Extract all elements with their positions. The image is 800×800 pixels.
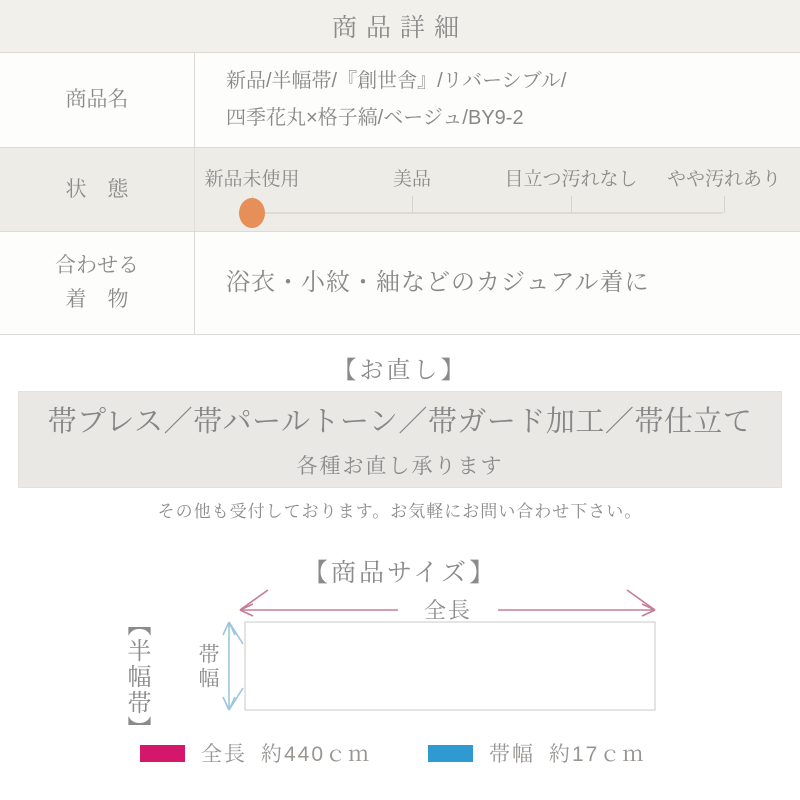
size-legend xyxy=(0,738,800,764)
repair-section-heading: 【お直し】 xyxy=(332,357,468,384)
header-band xyxy=(0,0,800,53)
condition-option-excellent: 美品 xyxy=(392,169,432,190)
matching-kimono-label xyxy=(0,232,195,334)
product-name-value xyxy=(196,53,800,147)
product-name-line2: 四季花丸×格子縞/ベージュ/BY9-2 xyxy=(226,107,524,129)
product-spec-table xyxy=(0,53,800,335)
repair-services-list: 帯プレス／帯パールトーン／帯ガード加工／帯仕立て xyxy=(47,406,753,438)
condition-tick-3 xyxy=(571,196,572,213)
table-row-matching-kimono xyxy=(0,232,800,335)
condition-option-no-stain: 目立つ汚れなし xyxy=(504,169,638,190)
product-name-line1: 新品/半幅帯/『創世舎』/リバーシブル/ xyxy=(226,70,567,92)
repair-contact-note: その他も受付しております。お気軽にお問い合わせ下さい。 xyxy=(157,502,643,521)
condition-option-some-stain: やや汚れあり xyxy=(666,169,782,190)
width-vertical-label: 帯幅 xyxy=(196,643,219,691)
legend-item-length xyxy=(140,738,371,768)
page-title: 商品詳細 xyxy=(331,14,468,42)
condition-marker-dot xyxy=(239,198,265,228)
size-section-heading: 【商品サイズ】 xyxy=(302,559,497,587)
table-row-condition xyxy=(0,148,800,232)
condition-scale xyxy=(0,148,800,232)
legend-length-value: 約440ｃｍ xyxy=(261,743,372,766)
product-name-label-text: 商品名 xyxy=(65,88,129,112)
matching-kimono-value-text: 浴衣・小紋・紬などのカジュアル着に xyxy=(226,268,650,296)
length-arrow-label: 全長 xyxy=(423,598,473,623)
repair-services-subtext: 各種お直し承ります xyxy=(296,455,504,478)
condition-scale-line xyxy=(252,212,723,214)
repair-services-box xyxy=(18,391,782,488)
legend-item-width xyxy=(428,738,645,768)
obi-rectangle xyxy=(245,622,655,710)
condition-label-text: 状 態 xyxy=(65,177,129,201)
width-dimension-arrow xyxy=(223,622,243,710)
product-name-label xyxy=(0,53,195,147)
condition-tick-4 xyxy=(724,196,725,213)
matching-kimono-label-line2: 着 物 xyxy=(65,288,129,311)
condition-option-new: 新品未使用 xyxy=(204,169,300,190)
table-row-product-name xyxy=(0,53,800,148)
length-color-swatch xyxy=(140,745,185,762)
legend-width-value: 約17ｃｍ xyxy=(549,743,646,766)
legend-width-label: 帯幅 xyxy=(489,743,535,766)
matching-kimono-value xyxy=(196,232,800,334)
matching-kimono-label-line1: 合わせる xyxy=(55,254,139,278)
condition-tick-2 xyxy=(412,196,413,213)
width-color-swatch xyxy=(428,745,473,762)
item-type-vertical-label: 【半幅帯】 xyxy=(123,612,150,742)
legend-length-label: 全長 xyxy=(201,743,247,766)
